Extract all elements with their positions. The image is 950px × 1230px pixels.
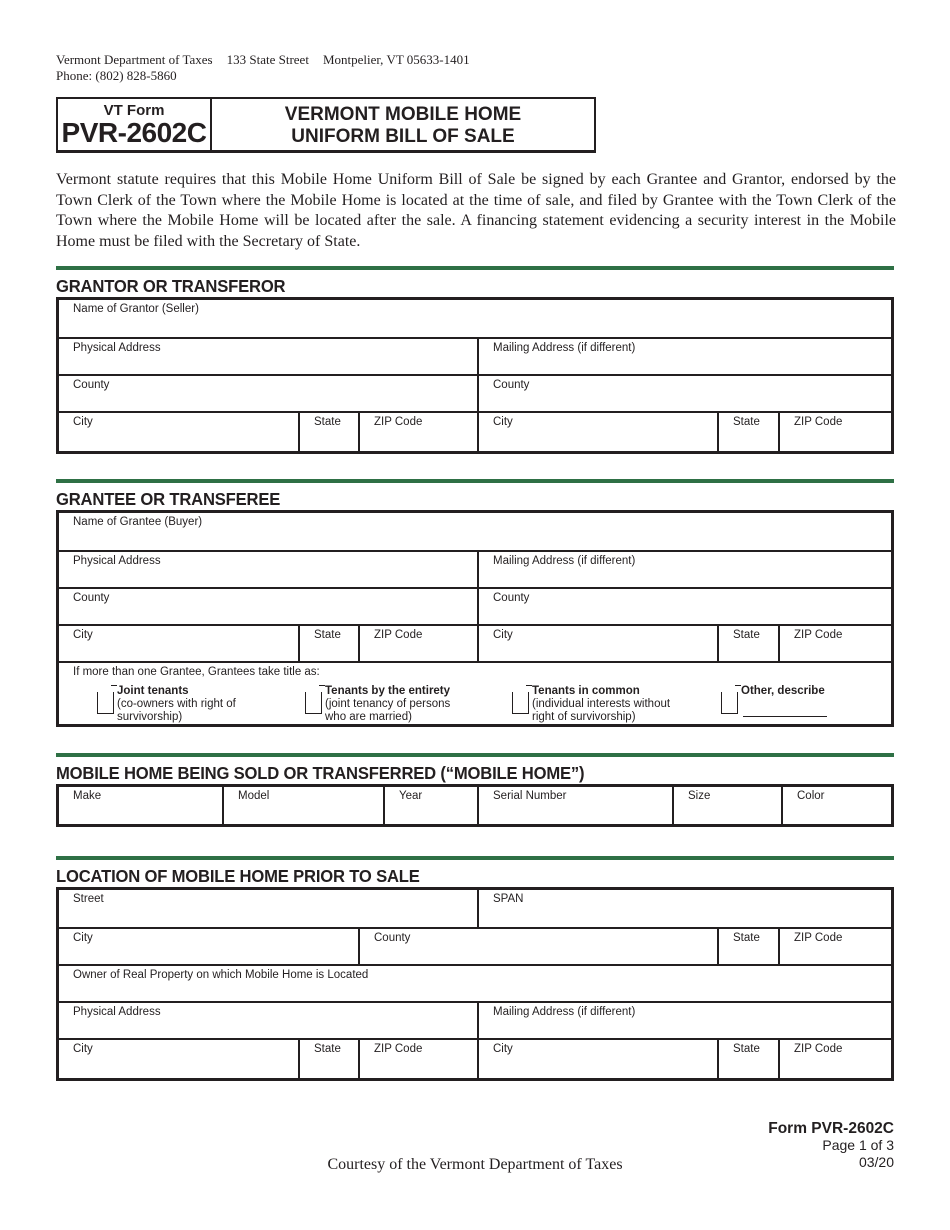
option-tenants-common [512, 685, 670, 724]
form-title-line2: UNIFORM BILL OF SALE [291, 126, 515, 147]
grantee-zip-field[interactable]: ZIP Code [358, 626, 477, 661]
other-describe-line[interactable] [743, 716, 827, 717]
owner-state-field[interactable]: State [298, 1040, 358, 1078]
owner-mailing-state-field[interactable]: State [717, 1040, 778, 1078]
joint-tenants-desc2: survivorship) [117, 711, 183, 723]
location-zip-field[interactable]: ZIP Code [778, 929, 891, 964]
grantor-mailing-city-field[interactable]: City [477, 413, 717, 451]
other-checkbox[interactable] [721, 692, 738, 714]
form-header-box [56, 97, 596, 153]
tenants-common-label: Tenants in common [532, 685, 640, 697]
grantor-zip-field[interactable]: ZIP Code [358, 413, 477, 451]
grantor-mailing-address-field[interactable]: Mailing Address (if different) [477, 339, 891, 374]
location-state-field[interactable]: State [717, 929, 778, 964]
section-divider [56, 753, 894, 757]
grantee-physical-address-field[interactable]: Physical Address [73, 555, 161, 567]
other-label: Other, describe [741, 685, 825, 697]
grantee-mailing-county-field[interactable]: County [477, 589, 891, 624]
intro-paragraph: Vermont statute requires that this Mobile Home Uniform Bill of Sale be signed by each Grantee and Grantor, endorsed by the Town Clerk of the Town where the Mobile Home is located at the time of sale, and filed by Grantee with the Town Clerk of the Town where the Mobile Home will be located after the sale. A financing statement evidencing a security interest in the Mobile Home must be filed with the Secretary of State. [56, 171, 896, 250]
owner-mailing-address-field[interactable]: Mailing Address (if different) [477, 1003, 891, 1038]
location-span-field[interactable]: SPAN [477, 890, 891, 927]
grantee-county-field[interactable]: County [73, 592, 110, 604]
form-label: VT Form [103, 102, 165, 119]
grantee-table [56, 510, 894, 727]
footer-page-number: Page 1 of 3 [822, 1137, 894, 1153]
location-county-field[interactable]: County [358, 929, 717, 964]
grantor-state-field[interactable]: State [298, 413, 358, 451]
owner-city-field[interactable]: City [73, 1043, 93, 1055]
grantor-city-field[interactable]: City [73, 416, 93, 428]
location-city-field[interactable]: City [73, 932, 93, 944]
grantor-section-title: GRANTOR OR TRANSFEROR [56, 276, 286, 296]
location-section-title: LOCATION OF MOBILE HOME PRIOR TO SALE [56, 866, 420, 886]
color-field[interactable]: Color [781, 787, 891, 824]
grantor-name-field[interactable]: Name of Grantor (Seller) [73, 303, 199, 315]
mobile-home-section-title: MOBILE HOME BEING SOLD OR TRANSFERRED (“MOBILE HOME”) [56, 763, 585, 783]
agency-phone: Phone: (802) 828-5860 [56, 68, 177, 83]
option-joint-tenants [97, 685, 236, 724]
joint-tenants-checkbox[interactable] [97, 692, 114, 714]
tenants-entirety-label: Tenants by the entirety [325, 685, 451, 697]
joint-tenants-label: Joint tenants [117, 685, 189, 697]
owner-mailing-zip-field[interactable]: ZIP Code [778, 1040, 891, 1078]
form-number: PVR-2602C [61, 117, 207, 148]
grantee-state-field[interactable]: State [298, 626, 358, 661]
grantee-mailing-state-field[interactable]: State [717, 626, 778, 661]
mobile-home-table [56, 784, 894, 827]
owner-physical-address-field[interactable]: Physical Address [73, 1006, 161, 1018]
agency-name: Vermont Department of Taxes [56, 52, 213, 67]
form-id [58, 99, 212, 150]
grantee-name-field[interactable]: Name of Grantee (Buyer) [73, 516, 203, 528]
tenants-entirety-desc2: who are married) [325, 711, 412, 723]
grantor-county-field[interactable]: County [73, 379, 110, 391]
agency-city: Montpelier, VT 05633-1401 [322, 52, 470, 67]
ownership-options [59, 661, 891, 724]
year-field[interactable]: Year [383, 787, 477, 824]
tenants-common-checkbox[interactable] [512, 692, 529, 714]
serial-number-field[interactable]: Serial Number [477, 787, 672, 824]
form-title [212, 99, 594, 150]
agency-street: 133 State Street [226, 52, 309, 67]
option-tenants-entirety [305, 685, 450, 724]
location-street-field[interactable]: Street [73, 893, 104, 905]
grantee-mailing-city-field[interactable]: City [477, 626, 717, 661]
grantor-mailing-county-field[interactable]: County [477, 376, 891, 411]
tenants-entirety-checkbox[interactable] [305, 692, 322, 714]
joint-tenants-desc1: (co-owners with right of [117, 698, 236, 710]
property-owner-field[interactable]: Owner of Real Property on which Mobile Home is Located [73, 969, 369, 981]
tenants-common-desc1: (individual interests without [532, 698, 671, 710]
tenants-entirety-desc1: (joint tenancy of persons [325, 698, 451, 710]
agency-address [56, 52, 484, 84]
grantee-city-field[interactable]: City [73, 629, 93, 641]
grantor-mailing-zip-field[interactable]: ZIP Code [778, 413, 891, 451]
footer-form-number: Form PVR-2602C [768, 1120, 894, 1137]
tenants-common-desc2: right of survivorship) [532, 711, 636, 723]
owner-zip-field[interactable]: ZIP Code [358, 1040, 477, 1078]
footer-revision-date: 03/20 [858, 1154, 894, 1170]
size-field[interactable]: Size [672, 787, 781, 824]
grantor-mailing-state-field[interactable]: State [717, 413, 778, 451]
model-field[interactable]: Model [222, 787, 383, 824]
ownership-prompt: If more than one Grantee, Grantees take title as: [73, 666, 320, 678]
section-divider [56, 479, 894, 483]
grantee-mailing-address-field[interactable]: Mailing Address (if different) [477, 552, 891, 587]
grantee-section-title: GRANTEE OR TRANSFEREE [56, 489, 281, 509]
form-title-line1: VERMONT MOBILE HOME [284, 104, 522, 125]
option-other [721, 685, 825, 714]
owner-mailing-city-field[interactable]: City [477, 1040, 717, 1078]
grantee-mailing-zip-field[interactable]: ZIP Code [778, 626, 891, 661]
grantor-table [56, 297, 894, 454]
make-field[interactable]: Make [73, 790, 102, 802]
footer-courtesy: Courtesy of the Vermont Department of Taxes [327, 1156, 623, 1173]
location-table [56, 887, 894, 1081]
section-divider [56, 856, 894, 860]
section-divider [56, 266, 894, 270]
grantor-physical-address-field[interactable]: Physical Address [73, 342, 161, 354]
